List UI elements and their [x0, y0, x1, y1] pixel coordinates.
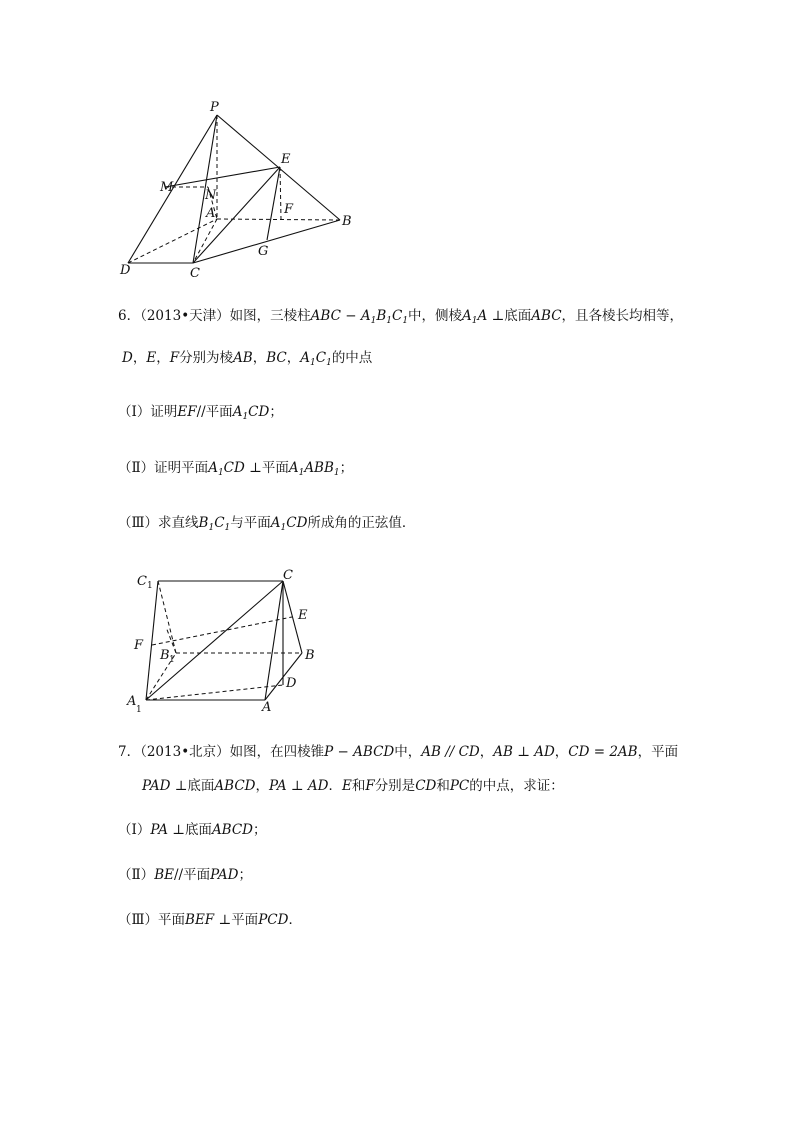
label-E: E: [298, 608, 308, 623]
q7-number: 7: [118, 744, 127, 760]
figure-pyramid: [110, 95, 370, 285]
figure-prism: [120, 565, 330, 715]
label-B: B: [342, 214, 352, 229]
q6-part2: （Ⅱ）证明平面$A_1CD$ ⊥平面$A_1ABB_1$；: [118, 460, 354, 478]
label-B: B: [305, 648, 315, 663]
label-C: C: [283, 568, 293, 583]
label-E: E: [281, 152, 291, 167]
q6-part1: （Ⅰ）证明EF//平面$A_1CD$；: [118, 404, 283, 422]
q6-line1: 6．（2013•天津）如图，三棱柱ABC − $A_1B_1C_1$中，侧棱$A_1A$ ⊥底面ABC，且各棱长均相等，: [118, 308, 684, 326]
label-F: F: [134, 638, 144, 653]
q7-part3: （Ⅲ）平面BEF ⊥平面PCD．: [118, 912, 302, 928]
label-A: A: [206, 206, 216, 221]
q6-part3: （Ⅲ）求直线$B_1C_1$与平面$A_1CD$所成角的正弦值．: [118, 515, 416, 533]
label-C1: C: [137, 574, 147, 589]
q6-line2: D，E，F分别为棱AB，BC，$A_1C_1$的中点: [122, 350, 373, 368]
label-M: M: [160, 180, 174, 195]
label-N: N: [205, 188, 217, 203]
q7-source: （2013•北京）: [140, 744, 230, 760]
label-A: A: [262, 700, 272, 715]
prism-solid-edges: [146, 581, 302, 700]
q7-part2: （Ⅱ）BE//平面PAD；: [118, 867, 252, 883]
label-F: F: [284, 202, 294, 217]
label-A1: A: [127, 694, 137, 709]
svg-text:1: 1: [147, 581, 153, 591]
q6-source: （2013•天津）: [140, 308, 230, 324]
svg-text:1: 1: [169, 655, 175, 665]
q7-line1: 7．（2013•北京）如图，在四棱锥P − ABCD中，AB // CD，AB ⊥ AD，CD = 2AB，平面: [118, 744, 679, 760]
q6-number: 6: [118, 308, 127, 324]
label-G: G: [258, 244, 269, 259]
q7-line2: PAD ⊥底面ABCD，PA ⊥ AD．E和F分别是CD和PC的中点，求证：: [142, 778, 564, 794]
label-C: C: [190, 266, 200, 281]
svg-text:1: 1: [136, 705, 142, 715]
label-D: D: [286, 676, 297, 691]
label-D: D: [120, 263, 131, 278]
q7-part1: （Ⅰ）PA ⊥底面ABCD；: [118, 822, 267, 838]
label-B1: B: [160, 648, 170, 663]
label-P: P: [210, 100, 219, 115]
